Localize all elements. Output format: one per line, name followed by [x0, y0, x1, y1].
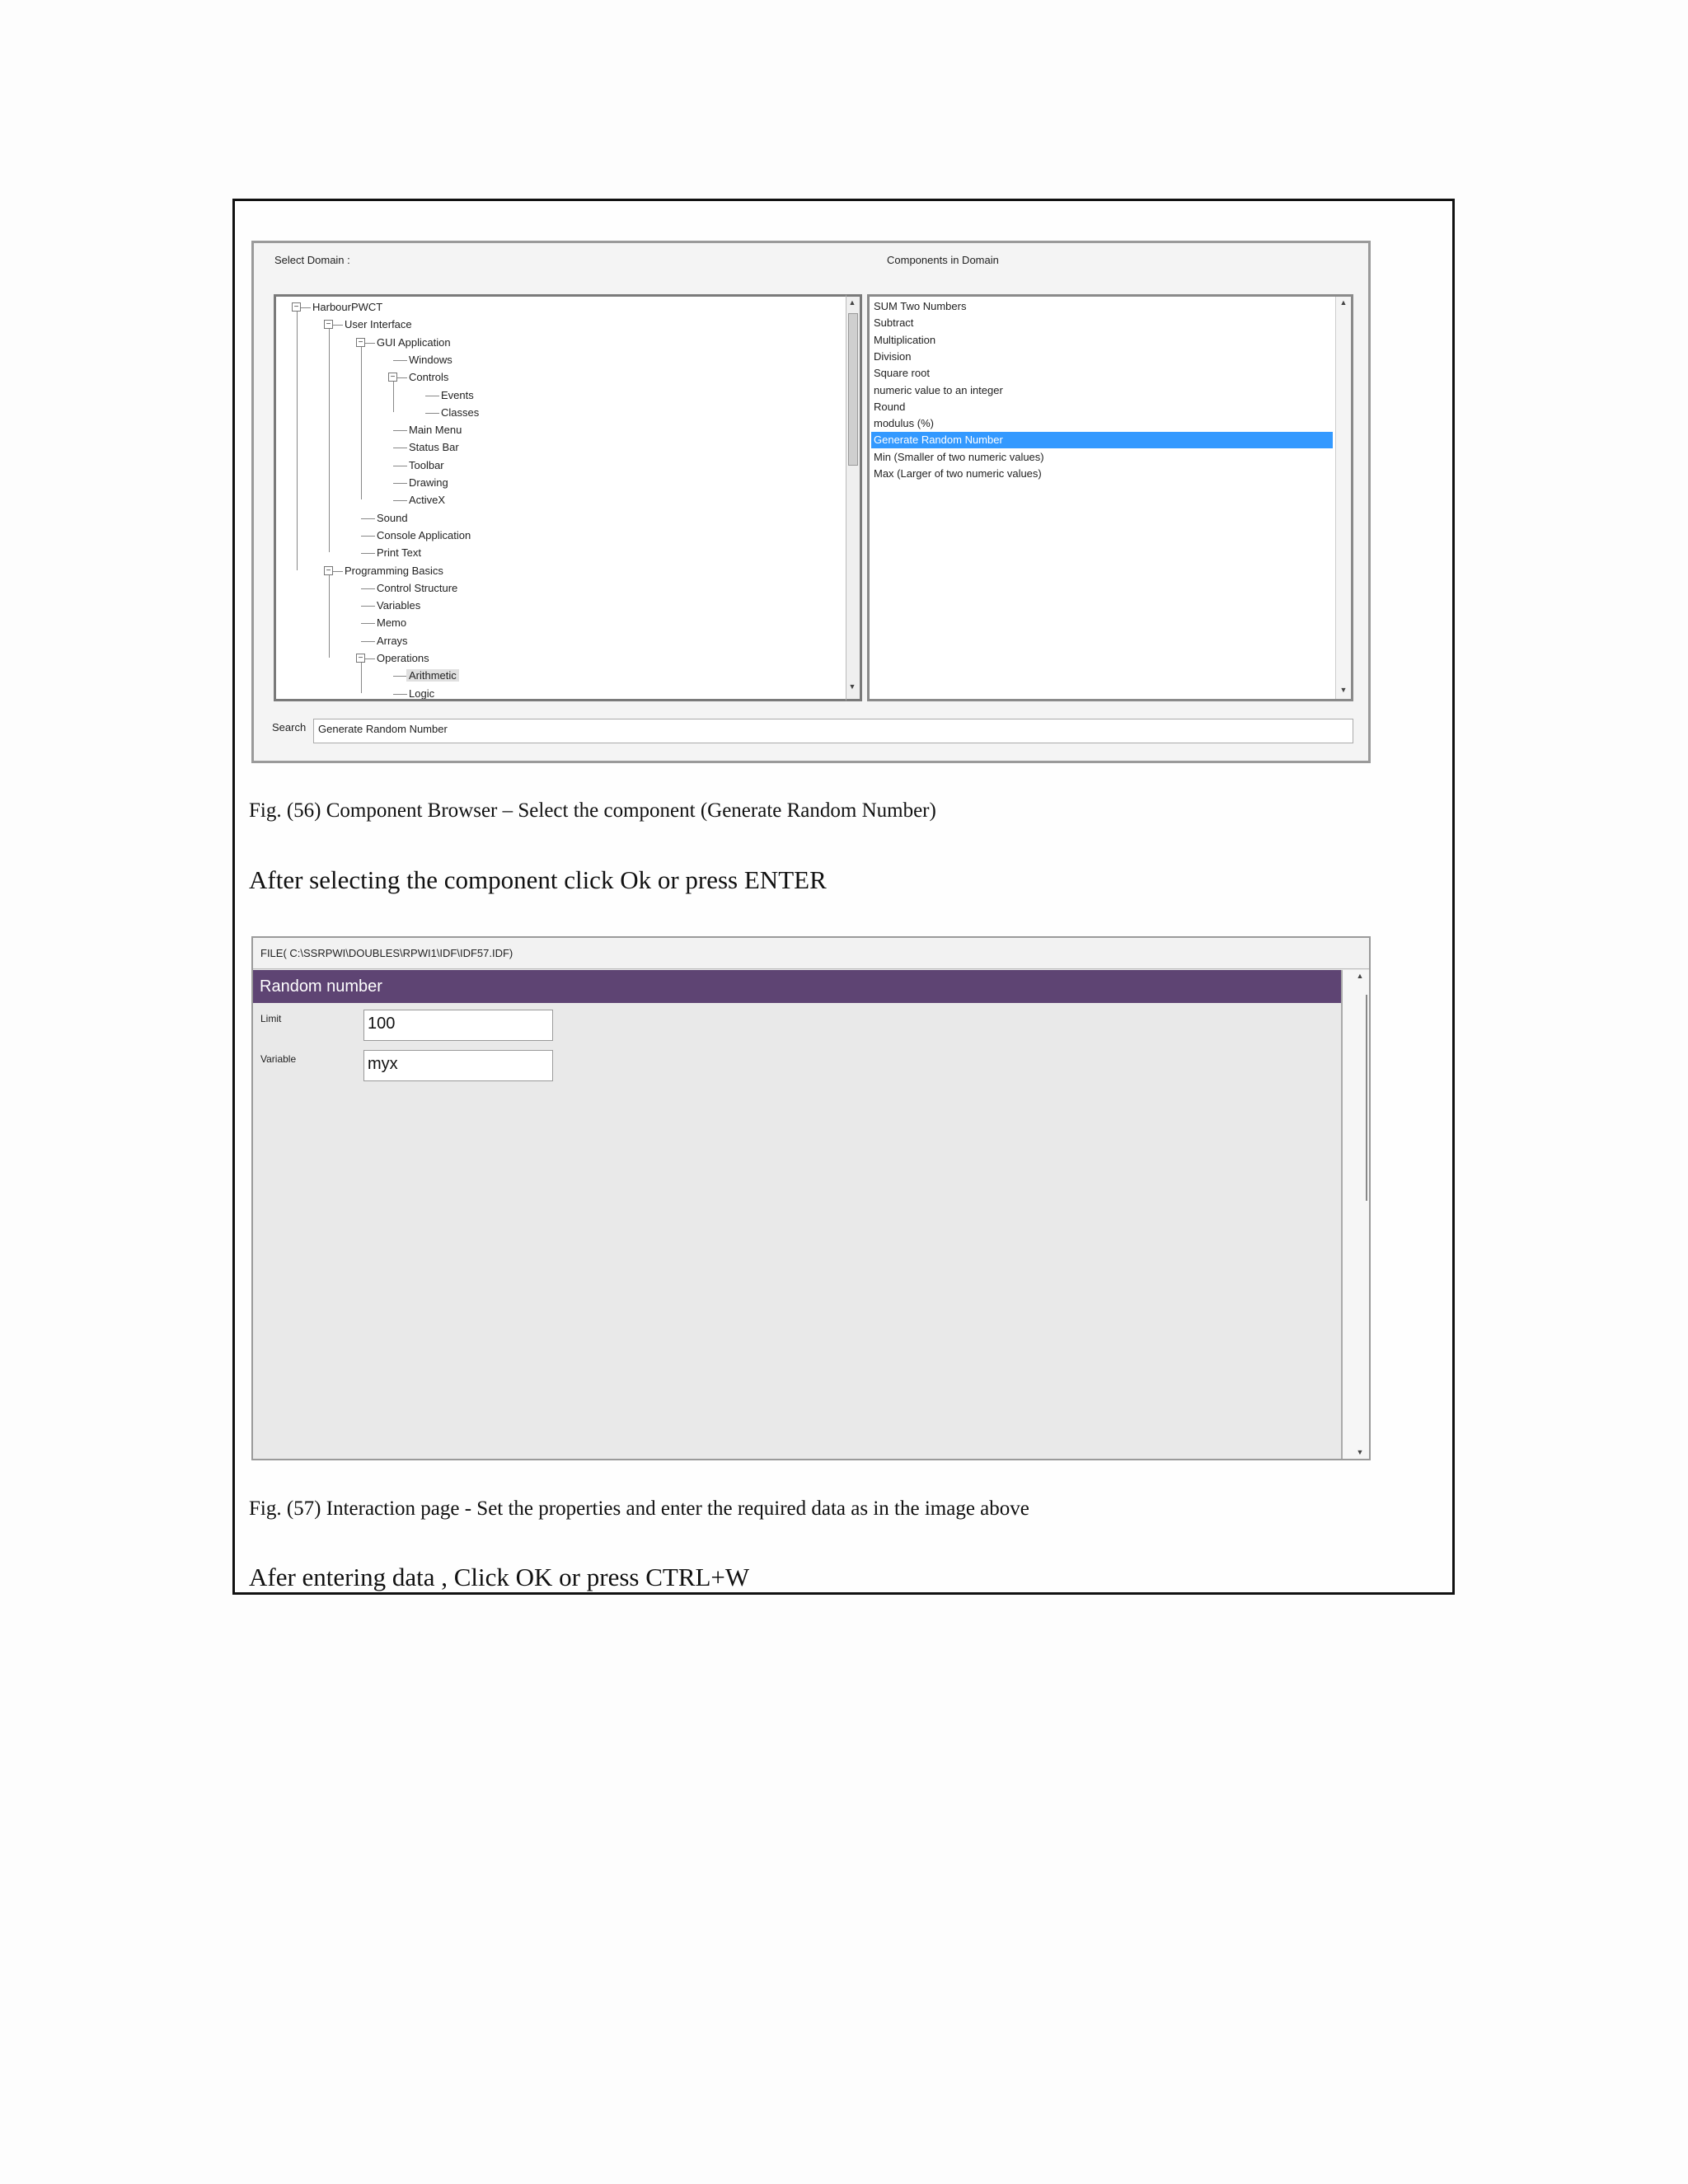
search-input[interactable]: Generate Random Number — [313, 719, 1353, 743]
variable-label: Variable — [260, 1053, 297, 1065]
tree-node-harbourpwct[interactable]: HarbourPWCT — [312, 301, 383, 313]
tree-node-drawing[interactable]: Drawing — [409, 476, 448, 489]
tree-connector — [393, 500, 407, 501]
tree-connector — [425, 413, 439, 414]
scroll-down-icon[interactable]: ▼ — [1339, 686, 1348, 694]
tree-connector — [393, 483, 407, 484]
tree-node-logic[interactable]: Logic — [409, 687, 435, 700]
tree-connector — [393, 430, 407, 431]
scrollbar-thumb[interactable] — [848, 313, 858, 466]
tree-connector — [365, 658, 375, 659]
tree-connector — [329, 575, 330, 658]
tree-connector — [361, 606, 375, 607]
tree-node-main-menu[interactable]: Main Menu — [409, 424, 462, 437]
tree-node-memo[interactable]: Memo — [377, 616, 407, 630]
figure-57-caption: Fig. (57) Interaction page - Set the properties and enter the required data as in the image above — [249, 1497, 1029, 1520]
tree-node-user-interface[interactable]: User Interface — [345, 318, 412, 331]
tree-connector — [365, 343, 375, 344]
tree-connector — [329, 329, 330, 552]
scrollbar-thumb[interactable] — [1354, 995, 1367, 1201]
components-list[interactable] — [867, 294, 1353, 701]
file-path-bar: FILE( C:\SSRPWI\DOUBLES\RPWI1\IDF\IDF57.IDF) — [253, 938, 1369, 969]
tree-connector — [361, 518, 375, 519]
component-item[interactable]: modulus (%) — [874, 417, 934, 430]
component-item[interactable]: Min (Smaller of two numeric values) — [874, 450, 1044, 463]
scroll-down-icon[interactable]: ▼ — [1356, 1448, 1364, 1456]
tree-connector — [361, 641, 375, 642]
component-item[interactable]: SUM Two Numbers — [874, 300, 967, 312]
tree-node-activex[interactable]: ActiveX — [409, 494, 446, 507]
component-item[interactable]: Division — [874, 349, 912, 363]
tree-connector — [393, 694, 407, 695]
component-item[interactable]: numeric value to an integer — [874, 383, 1003, 396]
tree-scrollbar[interactable] — [846, 294, 862, 701]
component-item[interactable]: Square root — [874, 367, 930, 380]
tree-node-toolbar[interactable]: Toolbar — [409, 458, 444, 471]
tree-node-operations[interactable]: Operations — [377, 652, 429, 664]
component-item[interactable]: Multiplication — [874, 333, 936, 346]
collapse-icon[interactable]: − — [292, 302, 301, 312]
tree-connector — [397, 377, 407, 378]
tree-connector — [297, 312, 298, 570]
collapse-icon[interactable]: − — [324, 320, 333, 329]
collapse-icon[interactable]: − — [324, 566, 333, 575]
tree-node-arithmetic[interactable]: Arithmetic — [406, 669, 459, 682]
component-item[interactable]: Round — [874, 400, 906, 413]
tree-connector — [361, 663, 362, 693]
limit-field[interactable]: 100 — [363, 1010, 553, 1041]
tree-connector — [393, 676, 407, 677]
tree-node-variables[interactable]: Variables — [377, 599, 421, 612]
select-domain-label: Select Domain : — [274, 254, 350, 266]
domain-tree[interactable] — [274, 294, 862, 701]
interaction-title: Random number — [253, 970, 1341, 1003]
tree-node-status-bar[interactable]: Status Bar — [409, 441, 459, 454]
component-browser — [251, 241, 1371, 763]
tree-connector — [361, 588, 375, 589]
instruction-text-2: Afer entering data , Click OK or press CTRL+W — [249, 1563, 750, 1591]
collapse-icon[interactable]: − — [356, 654, 365, 663]
components-in-domain-label: Components in Domain — [887, 254, 999, 266]
tree-connector — [361, 536, 375, 537]
tree-connector — [333, 571, 343, 572]
collapse-icon[interactable]: − — [356, 338, 365, 347]
tree-node-arrays[interactable]: Arrays — [377, 634, 408, 647]
interaction-scrollbar[interactable] — [1341, 970, 1369, 1460]
tree-node-classes[interactable]: Classes — [441, 405, 480, 419]
components-scrollbar[interactable] — [1335, 297, 1351, 699]
tree-node-gui-application[interactable]: GUI Application — [377, 335, 451, 349]
scroll-up-icon[interactable]: ▲ — [1339, 298, 1348, 307]
limit-label: Limit — [260, 1013, 282, 1024]
scroll-up-icon[interactable]: ▲ — [848, 298, 856, 307]
component-item[interactable]: Max (Larger of two numeric values) — [874, 467, 1042, 480]
tree-node-sound[interactable]: Sound — [377, 511, 408, 524]
variable-field[interactable]: myx — [363, 1050, 553, 1081]
tree-node-control-structure[interactable]: Control Structure — [377, 581, 458, 594]
collapse-icon[interactable]: − — [388, 373, 397, 382]
instruction-text-1: After selecting the component click Ok or press ENTER — [249, 865, 827, 894]
tree-node-controls[interactable]: Controls — [409, 371, 449, 384]
tree-node-console-application[interactable]: Console Application — [377, 528, 471, 541]
tree-connector — [301, 307, 311, 308]
tree-connector — [393, 382, 394, 412]
tree-node-print-text[interactable]: Print Text — [377, 546, 421, 560]
scroll-down-icon[interactable]: ▼ — [848, 682, 856, 691]
interaction-page — [251, 936, 1371, 1460]
tree-connector — [393, 360, 407, 361]
tree-connector — [361, 553, 375, 554]
tree-node-programming-basics[interactable]: Programming Basics — [345, 564, 443, 577]
component-item[interactable]: Generate Random Number — [871, 432, 1333, 448]
component-item[interactable]: Subtract — [874, 316, 914, 330]
tree-node-windows[interactable]: Windows — [409, 353, 452, 366]
tree-connector — [333, 325, 343, 326]
tree-node-events[interactable]: Events — [441, 388, 474, 401]
scroll-up-icon[interactable]: ▲ — [1356, 972, 1364, 980]
tree-connector — [361, 347, 362, 500]
tree-connector — [361, 623, 375, 624]
figure-56-caption: Fig. (56) Component Browser – Select the component (Generate Random Number) — [249, 799, 936, 822]
search-label: Search — [272, 721, 307, 733]
